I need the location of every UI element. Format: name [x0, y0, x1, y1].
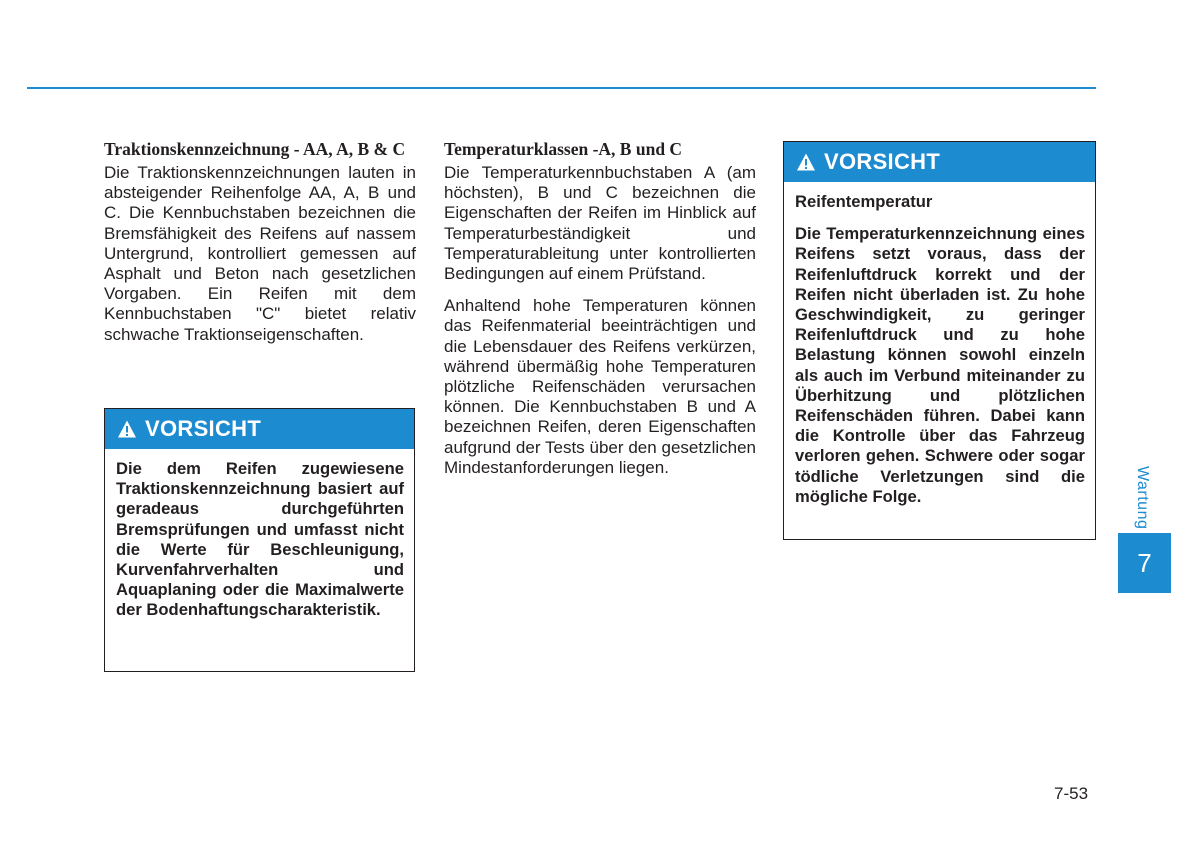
warning-body	[784, 182, 1095, 517]
temperature-warning-column	[783, 141, 1096, 540]
temperature-paragraph-1: Die Temperaturkennbuchstaben A (am höchsten), B und C bezeichnen die Eigenschaften der Reifen im Hinblick auf Temperaturbeständigkeit und Temperaturableitung unter kontrollierten Bedingungen auf einem Prüfstand.	[444, 163, 756, 284]
traction-section	[104, 139, 416, 357]
warning-subtitle: Reifentemperatur	[795, 192, 933, 211]
warning-triangle-icon	[796, 152, 816, 172]
temperature-paragraph-2: Anhaltend hohe Temperaturen können das Reifenmaterial beeinträchtigen und die Lebensdauer des Reifens verkürzen, während übermäßig hohe Temperaturen plötzliche Reifenschäden verursachen können. Die Kennbuchstaben B und A bezeichnen Reifen, deren Eigenschaften aufgrund der Tests über den gesetzlichen Mindestanforderungen liegen.	[444, 296, 756, 477]
temperature-warning-box	[783, 141, 1096, 540]
temperature-section	[444, 139, 756, 490]
traction-warning-box	[104, 408, 415, 672]
traction-paragraph: Die Traktionskennzeichnungen lauten in absteigender Reihenfolge AA, A, B und C. Die Kennbuchstaben bezeichnen die Bremsfähigkeit des Reifens auf nassem Untergrund, kontrolliert gemessen auf Asphalt und Beton nach gesetzlichen Vorgaben. Ein Reifen mit dem Kennbuchstaben "C" bietet relativ schwache Traktionseigenschaften.	[104, 163, 416, 344]
warning-header	[784, 142, 1095, 182]
warning-title: VORSICHT	[145, 416, 262, 441]
page-number: 7-53	[1054, 784, 1089, 803]
warning-title: VORSICHT	[824, 149, 941, 174]
section-label: Wartung	[1134, 466, 1151, 530]
warning-text: Die dem Reifen zugewiesene Traktionskennzeichnung basiert auf geradeaus durchgeführten Bremsprüfungen und umfasst nicht die Werte für Beschleunigung, Kurvenfahrverhalten und Aquaplaning oder die Maximalwerte der Bodenhaftungscharakteristik.	[116, 459, 404, 620]
warning-triangle-icon	[117, 419, 137, 439]
warning-text: Die Temperaturkennzeichnung eines Reifens setzt voraus, dass der Reifenluftdruck korrekt und der Reifen nicht überladen ist. Zu hohe Geschwindigkeit, zu geringer Reifenluftdruck und zu hohe Belastung können sowohl einzeln als auch im Verbund miteinander zu Überhitzung und plötzlichen Reifenschäden führen. Dabei kann die Kontrolle über das Fahrzeug verloren gehen. Schwere oder sogar tödliche Verletzungen sind die mögliche Folge.	[795, 224, 1085, 506]
traction-heading: Traktionskennzeichnung - AA, A, B & C	[104, 139, 406, 159]
chapter-tab: 7	[1118, 533, 1171, 593]
top-rule	[27, 87, 1096, 89]
warning-header	[105, 409, 414, 449]
warning-body	[105, 449, 414, 631]
temperature-heading: Temperaturklassen -A, B und C	[444, 139, 683, 159]
